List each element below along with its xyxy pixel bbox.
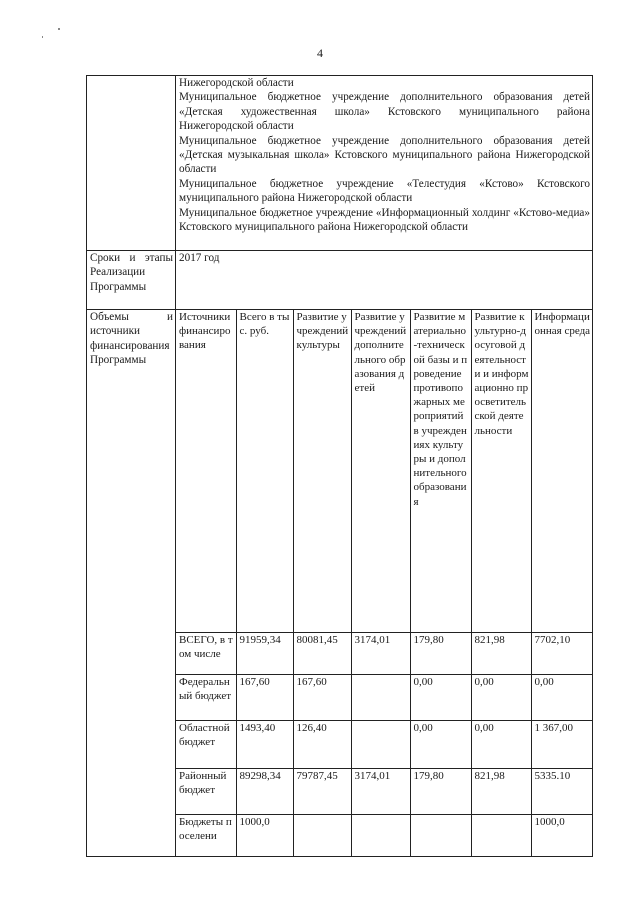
- organizations-label-cell: [87, 76, 176, 251]
- row-value: [351, 674, 410, 720]
- header-sources: Источники финансирования: [176, 310, 236, 632]
- header-material-base: Развитие материально-технической базы и проведение противопожарных мероприятий в учреждениях культуры и дополнительного образования: [410, 310, 471, 632]
- row-value: [293, 814, 351, 856]
- row-value: 5335.10: [531, 768, 593, 814]
- funding-row: [87, 310, 593, 857]
- row-value: 1493,40: [236, 720, 293, 768]
- row-source: Районный бюджет: [176, 768, 236, 814]
- row-value: [351, 814, 410, 856]
- row-value: 167,60: [293, 674, 351, 720]
- row-value: 821,98: [471, 632, 531, 674]
- row-value: [471, 814, 531, 856]
- row-value: 89298,34: [236, 768, 293, 814]
- row-source: Бюджеты поселени: [176, 814, 236, 856]
- row-source: Областной бюджет: [176, 720, 236, 768]
- row-value: 167,60: [236, 674, 293, 720]
- row-value: 1000,0: [236, 814, 293, 856]
- funding-label-text: Объемы и источники финансирования Программы: [90, 311, 173, 367]
- terms-row: [87, 251, 593, 310]
- organization-entry: Нижегородской области: [179, 77, 294, 89]
- header-additional-education: Развитие учреждений дополнительного образования детей: [351, 310, 410, 632]
- header-culture: Развитие учреждений культуры: [293, 310, 351, 632]
- header-information-environment: Информационная среда: [531, 310, 593, 632]
- row-value: [351, 720, 410, 768]
- table-row: [176, 674, 593, 720]
- row-value: 0,00: [531, 674, 593, 720]
- row-value: 1000,0: [531, 814, 593, 856]
- organization-entry: Муниципальное бюджетное учреждение «Телестудия «Кстово» Кстовского муниципального района Нижегородской области: [179, 177, 590, 205]
- row-value: 7702,10: [531, 632, 593, 674]
- header-leisure-activity: Развитие культурно-досуговой деятельности и информационно просветительской деятельности: [471, 310, 531, 632]
- terms-label: [87, 251, 176, 310]
- row-value: 3174,01: [351, 632, 410, 674]
- row-value: 179,80: [410, 768, 471, 814]
- row-value: 1 367,00: [531, 720, 593, 768]
- row-value: 0,00: [410, 720, 471, 768]
- row-value: 821,98: [471, 768, 531, 814]
- scan-speck: [58, 28, 60, 30]
- row-value: 0,00: [410, 674, 471, 720]
- row-value: 126,40: [293, 720, 351, 768]
- organizations-cell: [176, 76, 593, 251]
- row-value: 80081,45: [293, 632, 351, 674]
- organizations-row: [87, 76, 593, 251]
- table-row: [176, 632, 593, 674]
- table-row: [176, 720, 593, 768]
- program-passport-table: [86, 75, 593, 857]
- organization-entry: Муниципальное бюджетное учреждение «Информационный холдинг «Кстово-медиа» Кстовского муниципального района Нижегородской области: [179, 206, 590, 234]
- row-value: 179,80: [410, 632, 471, 674]
- table-row: [176, 768, 593, 814]
- funding-table-cell: [176, 310, 593, 857]
- funding-table: [176, 310, 593, 856]
- funding-label: [87, 310, 176, 857]
- terms-label-text: Сроки и этапы Реализации Программы: [90, 252, 173, 293]
- row-source: Федеральный бюджет: [176, 674, 236, 720]
- organization-entry: Муниципальное бюджетное учреждение дополнительного образования детей «Детская художественная школа» Кстовского муниципального района Нижегородской области: [179, 91, 590, 133]
- row-value: 91959,34: [236, 632, 293, 674]
- page-number: 4: [317, 46, 323, 60]
- row-value: 0,00: [471, 674, 531, 720]
- row-value: 79787,45: [293, 768, 351, 814]
- table-row: [176, 814, 593, 856]
- funding-header-row: [176, 310, 593, 632]
- row-source: ВСЕГО, в том числе: [176, 632, 236, 674]
- row-value: [410, 814, 471, 856]
- organization-entry: Муниципальное бюджетное учреждение дополнительного образования детей «Детская музыкальная школа» Кстовского муниципального района Нижегородской области: [179, 134, 590, 176]
- terms-value: 2017 год: [176, 251, 593, 310]
- header-total: Всего в тыс. руб.: [236, 310, 293, 632]
- row-value: 0,00: [471, 720, 531, 768]
- scan-speck: [42, 36, 43, 38]
- row-value: 3174,01: [351, 768, 410, 814]
